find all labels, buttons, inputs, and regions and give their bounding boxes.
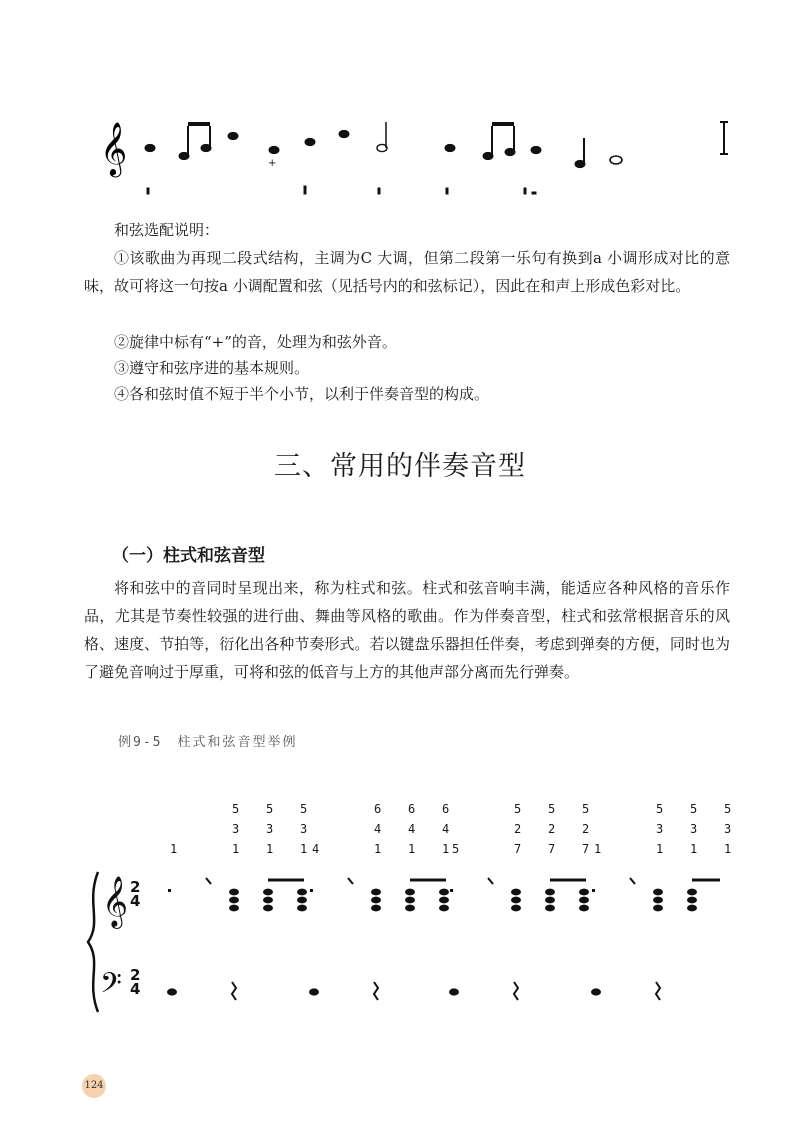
chord-numeral: 3 <box>300 822 308 836</box>
rest-icon <box>488 878 493 884</box>
chord-note <box>545 889 555 896</box>
melody-notes <box>145 122 728 194</box>
svg-text:+: + <box>268 158 277 169</box>
chord-numeral: 1 <box>266 842 274 856</box>
chord-numeral: 7 <box>582 842 590 856</box>
bass-note <box>309 988 319 995</box>
chord-numeral: 3 <box>690 822 698 836</box>
chord-numeral: 6 <box>374 802 382 816</box>
chord-note <box>439 897 449 904</box>
rest-icon <box>168 889 171 892</box>
chord-numeral: 5 <box>300 802 308 816</box>
svg-text:𝄞: 𝄞 <box>102 876 129 927</box>
explanation-heading: 和弦选配说明： <box>114 221 220 239</box>
chord-numeral: 1 <box>300 842 308 856</box>
chord-numeral: 3 <box>232 822 240 836</box>
page-number: 124 <box>82 1074 106 1098</box>
example-caption: 例9-5 柱式和弦音型举例 <box>118 735 298 750</box>
chord-numeral: 1 <box>442 842 450 856</box>
chord-numeral: 1 <box>232 842 240 856</box>
chord-numeral: 2 <box>514 822 522 836</box>
explanation-point-3: ③遵守和弦序进的基本规则。 <box>114 359 310 377</box>
chord-note <box>579 889 589 896</box>
chord-numeral: 7 <box>548 842 556 856</box>
treble-clef-icon <box>102 876 128 929</box>
subsection-title: （一）柱式和弦音型 <box>112 546 265 566</box>
chord-numeral: 7 <box>514 842 522 856</box>
rest-icon <box>450 889 453 892</box>
chord-note <box>263 889 273 896</box>
chord-note <box>545 897 555 904</box>
chord-note <box>545 905 555 912</box>
chord-numeral: 5 <box>266 802 274 816</box>
chord-note <box>511 889 521 896</box>
rest-icon <box>374 982 378 1000</box>
chord-note <box>579 897 589 904</box>
svg-text:𝄢: 𝄢 <box>100 967 122 1007</box>
chord-numeral: 6 <box>442 802 450 816</box>
chord-numeral: 3 <box>266 822 274 836</box>
chord-numeral: 5 <box>582 802 590 816</box>
chord-note <box>511 897 521 904</box>
rest-icon <box>310 889 313 892</box>
brace-icon <box>88 872 98 1012</box>
chord-note <box>405 897 415 904</box>
chord-note <box>687 905 697 912</box>
rest-icon <box>656 982 660 1000</box>
time-signature-bottom: 4 <box>130 892 141 910</box>
bass-numeral: 4 <box>312 842 320 856</box>
chord-numeral: 1 <box>690 842 698 856</box>
chord-note <box>653 905 663 912</box>
chord-numeral: 4 <box>408 822 416 836</box>
time-signature-top: 2 <box>130 878 141 896</box>
melody-score-fragment <box>96 108 746 200</box>
chord-numeral: 5 <box>514 802 522 816</box>
grand-staff <box>80 862 720 1022</box>
chord-note <box>405 889 415 896</box>
chord-note <box>405 905 415 912</box>
chord-note <box>229 897 239 904</box>
svg-text:𝄞: 𝄞 <box>100 121 128 175</box>
chord-note <box>229 905 239 912</box>
chord-numeral: 5 <box>690 802 698 816</box>
explanation-point-2: ②旋律中标有“+”的音，处理为和弦外音。 <box>114 333 397 351</box>
chord-note <box>371 897 381 904</box>
chord-numeral: 4 <box>442 822 450 836</box>
accompaniment-notes <box>167 878 720 1000</box>
chord-numeral: 3 <box>724 822 732 836</box>
chord-note <box>439 889 449 896</box>
chord-numeral: 5 <box>232 802 240 816</box>
bass-numeral: 1 <box>594 842 602 856</box>
chord-note <box>579 905 589 912</box>
chord-note <box>687 897 697 904</box>
chord-numeral: 2 <box>548 822 556 836</box>
bass-numeral: 5 <box>452 842 460 856</box>
rest-icon <box>232 982 236 1000</box>
chord-numeral: 5 <box>724 802 732 816</box>
chord-note <box>297 889 307 896</box>
chord-numeral: 1 <box>408 842 416 856</box>
chord-numeral: 1 <box>724 842 732 856</box>
bass-note <box>449 988 459 995</box>
chord-note <box>653 889 663 896</box>
chord-numeral: 5 <box>548 802 556 816</box>
section-title: 三、常用的伴奏音型 <box>274 451 526 482</box>
chord-note <box>511 905 521 912</box>
treble-clef-icon <box>100 121 127 177</box>
explanation-point-1: ①该歌曲为再现二段式结构，主调为C 大调，但第二段第一乐句有换到a 小调形成对比的意味，故可将这一句按a 小调配置和弦（见括号内的和弦标记），因此在和声上形成色彩对比。 <box>84 249 730 295</box>
chord-numeral: 3 <box>656 822 664 836</box>
bass-time-signature-top: 2 <box>130 966 141 984</box>
chord-note <box>263 905 273 912</box>
chord-note <box>653 897 663 904</box>
chord-numeral: 1 <box>374 842 382 856</box>
rest-icon <box>514 982 518 1000</box>
rest-icon <box>348 878 353 884</box>
section-body: 将和弦中的音同时呈现出来，称为柱式和弦。柱式和弦音响丰满，能适应各种风格的音乐作品，尤其是节奏性较强的进行曲、舞曲等风格的歌曲。作为伴奏音型，柱式和弦常根据音乐的风格、速度、节拍等，衍化出各种节奏形式。若以键盘乐器担任伴奏，考虑到弹奏的方便，同时也为了避免音响过于厚重，可将和弦的低音与上方的其他声部分离而先行弹奏。 <box>84 579 730 681</box>
bass-time-signature-bottom: 4 <box>130 980 141 998</box>
chord-note <box>229 889 239 896</box>
bass-note <box>591 988 601 995</box>
chord-numeral: 2 <box>582 822 590 836</box>
bass-clef-icon <box>100 967 122 1007</box>
rest-icon <box>592 889 595 892</box>
chord-numeral: 5 <box>656 802 664 816</box>
chord-note <box>371 905 381 912</box>
rest-icon <box>630 878 635 884</box>
bass-numeral: 1 <box>170 842 178 856</box>
explanation-point-4: ④各和弦时值不短于半个小节，以利于伴奏音型的构成。 <box>114 385 490 403</box>
rest-icon <box>206 878 211 884</box>
chord-note <box>371 889 381 896</box>
chord-note <box>687 889 697 896</box>
bass-note <box>167 988 177 995</box>
chord-numeral: 6 <box>408 802 416 816</box>
chord-note <box>297 897 307 904</box>
chord-note <box>439 905 449 912</box>
chord-numeral: 1 <box>656 842 664 856</box>
chord-numeral: 4 <box>374 822 382 836</box>
chord-note <box>297 905 307 912</box>
chord-note <box>263 897 273 904</box>
